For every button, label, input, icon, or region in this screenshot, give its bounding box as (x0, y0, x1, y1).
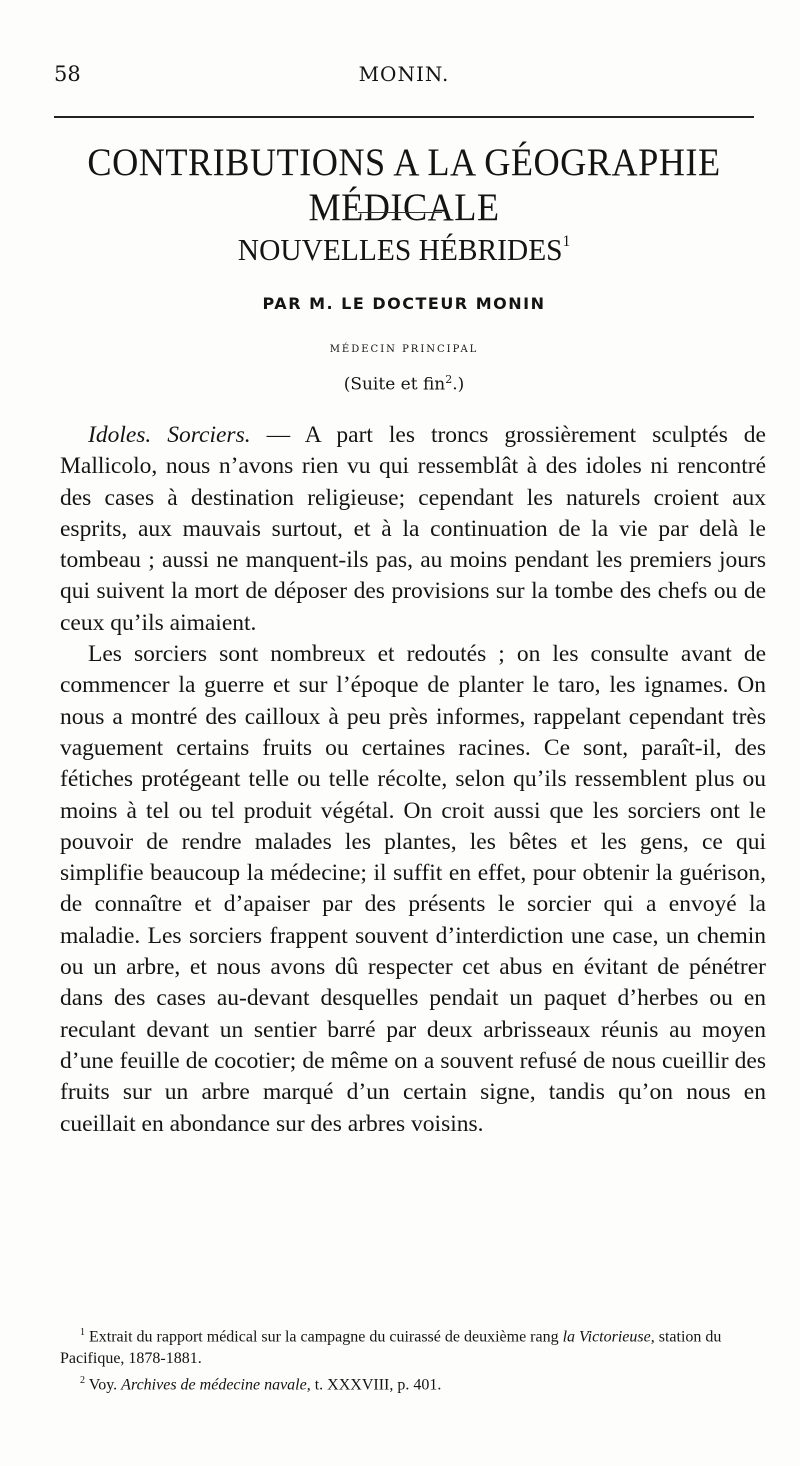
footnote-1-text: Extrait du rapport médical sur la campagne du cuirassé de deuxième rang (85, 1328, 563, 1346)
continuation-text: (Suite et fin (343, 374, 446, 395)
footnote-1-ship: la Victorieuse (562, 1328, 651, 1346)
footnote-2-tail: , t. XXXVIII, p. 401. (306, 1376, 442, 1394)
subtitle-footnote-mark: 1 (562, 233, 571, 250)
footnote-2 (60, 1370, 760, 1396)
page-number: 58 (54, 62, 81, 86)
footnote-1-tail: , station du Pacifique, 1878-1881. (60, 1328, 722, 1368)
continuation-close: .) (452, 374, 465, 395)
footnotes (60, 1322, 760, 1397)
title-divider (358, 212, 442, 213)
footnote-1-mark: 1 (80, 1327, 85, 1338)
running-title: MONIN. (358, 62, 450, 86)
paragraph-text: — A part les troncs grossièrement sculptés de Mallicolo, nous n’avons rien vu qui ressemblât à des idoles ni rencontré des cases à destination religieuse; cependant les naturels croient aux esprits, aux mauvais surtout, et à la continuation de la vie par delà le tombeau ; aussi ne manquent-ils pas, au moins pendant les premiers jours qui suivent la mort de déposer des provisions sur la tombe des chefs ou de ceux qu’ils aimaient. (60, 422, 766, 636)
paragraph-sorciers: Les sorciers sont nombreux et redoutés ; on les consulte avant de commencer la guerre et sur l’époque de planter le taro, les ignames. On nous a montré des cailloux à peu près informes, rappelant cependant très vaguement certains fruits ou certaines racines. Ce sont, paraît-il, des fétiches protégeant telle ou telle récolte, selon qu’ils ressemblent plus ou moins à tel ou tel produit végétal. On croit aussi que les sorciers ont le pouvoir de rendre malades les plantes, les bêtes et les gens, ce qui simplifie beaucoup la médecine; il suffit en effet, pour obtenir la guérison, de connaître et d’apaiser par des présents le sorcier qui a envoyé la maladie. Les sorciers frappent souvent d’interdiction une case, un chemin ou un arbre, et nous avons dû respecter cet abus en évitant de pénétrer dans des cases au-devant desquelles pendait un paquet d’herbes ou en reculant devant un sentier barré par deux arbrisseaux réunis au moyen d’une feuille de cocotier; de même on a souvent refusé de nous cueillir des fruits sur un arbre marqué d’un certain signe, tandis qu’on nous en cueillait en abondance sur des arbres voisins. (60, 641, 766, 1137)
author-byline: PAR M. LE DOCTEUR MONIN (262, 294, 546, 313)
author-rank: MÉDECIN PRINCIPAL (329, 344, 479, 355)
footnote-2-journal: Archives de médecine navale (121, 1376, 307, 1394)
footnote-1 (60, 1322, 760, 1370)
body-text (60, 420, 766, 1140)
paragraph-idoles (60, 420, 766, 639)
article-subtitle (72, 232, 737, 268)
article-title: CONTRIBUTIONS A LA GÉOGRAPHIE MÉDICALE (87, 141, 721, 229)
footnote-2-mark: 2 (80, 1375, 85, 1387)
continuation-footnote-mark: 2 (445, 373, 453, 386)
header-rule (54, 116, 754, 118)
continuation-note (54, 373, 754, 395)
running-head (54, 62, 754, 92)
section-lead: Idoles. Sorciers. (88, 422, 251, 448)
footnote-2-pre: Voy. (85, 1376, 122, 1394)
subtitle-text: NOUVELLES HÉBRIDES (237, 232, 563, 267)
